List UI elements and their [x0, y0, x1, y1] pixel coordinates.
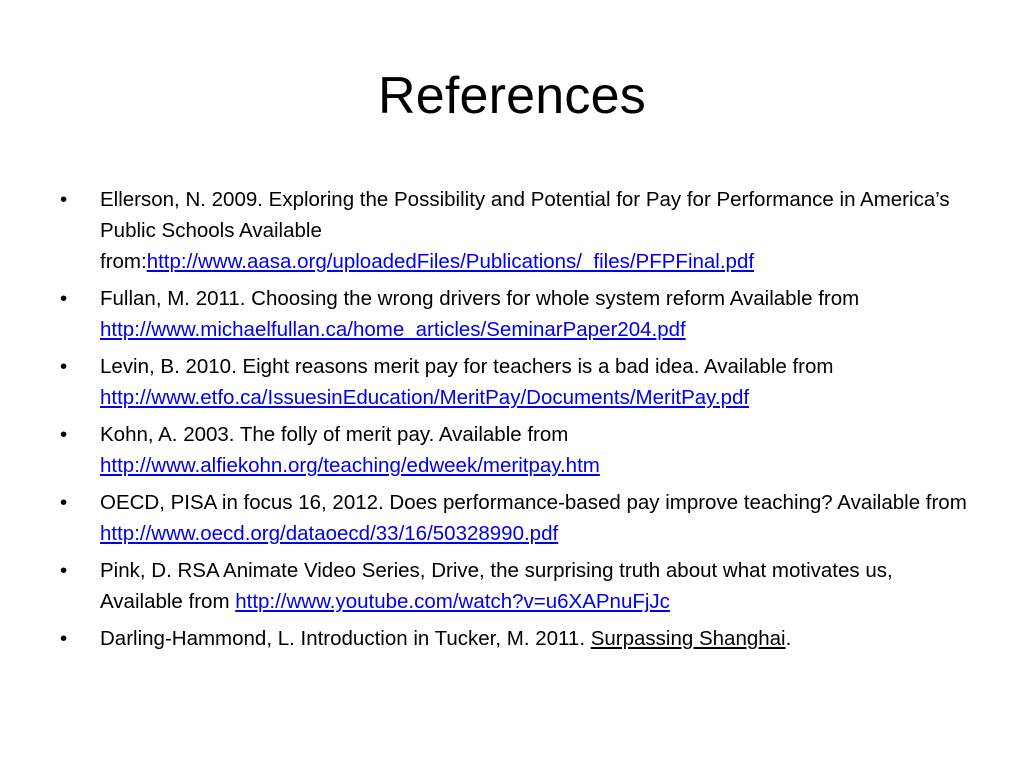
- reference-link-youtube[interactable]: http://www.youtube.com/watch?v=u6XAPnuFjJc: [235, 590, 670, 613]
- reference-text: Kohn, A. 2003. The folly of merit pay. Available from: [100, 423, 569, 446]
- reference-link-aasa[interactable]: http://www.aasa.org/uploadedFiles/Publications/_files/PFPFinal.pdf: [146, 250, 755, 273]
- bullet-icon: •: [60, 287, 68, 310]
- bullet-icon: •: [60, 491, 68, 514]
- bullet-icon: •: [60, 188, 68, 211]
- reference-list: [60, 184, 970, 660]
- reference-text: Darling-Hammond, L. Introduction in Tucker, M. 2011.: [100, 627, 591, 650]
- slide-title: References: [378, 67, 646, 125]
- bullet-icon: •: [60, 559, 68, 582]
- reference-text: Pink, D. RSA Animate Video Series, Drive, the surprising truth about what motivates us, Available from: [100, 559, 893, 613]
- bullet-icon: •: [60, 355, 68, 378]
- reference-suffix: .: [785, 627, 792, 650]
- reference-item-darling-hammond: [60, 623, 970, 654]
- reference-link-etfo[interactable]: http://www.etfo.ca/IssuesinEducation/MeritPay/Documents/MeritPay.pdf: [100, 386, 750, 409]
- bullet-icon: •: [60, 627, 68, 650]
- reference-item-oecd: [60, 487, 970, 549]
- reference-item-ellerson: [60, 184, 970, 277]
- reference-text: Ellerson, N. 2009. Exploring the Possibility and Potential for Pay for Performance in America’s Public Schools Available from:: [100, 188, 950, 273]
- bullet-icon: •: [60, 423, 68, 446]
- reference-link-alfiekohn[interactable]: http://www.alfiekohn.org/teaching/edweek/meritpay.htm: [100, 454, 600, 477]
- reference-item-fullan: [60, 283, 970, 345]
- reference-item-kohn: [60, 419, 970, 481]
- book-title-underlined: Surpassing Shanghai: [590, 627, 786, 650]
- reference-item-pink: [60, 555, 970, 617]
- reference-link-michaelfullan[interactable]: http://www.michaelfullan.ca/home_articles/SeminarPaper204.pdf: [100, 318, 686, 341]
- reference-link-oecd[interactable]: http://www.oecd.org/dataoecd/33/16/50328990.pdf: [100, 522, 559, 545]
- reference-text: Fullan, M. 2011. Choosing the wrong drivers for whole system reform Available from: [100, 287, 860, 310]
- reference-item-levin: [60, 351, 970, 413]
- reference-text: OECD, PISA in focus 16, 2012. Does performance-based pay improve teaching? Available from: [100, 491, 967, 514]
- reference-text: Levin, B. 2010. Eight reasons merit pay for teachers is a bad idea. Available from: [100, 355, 834, 378]
